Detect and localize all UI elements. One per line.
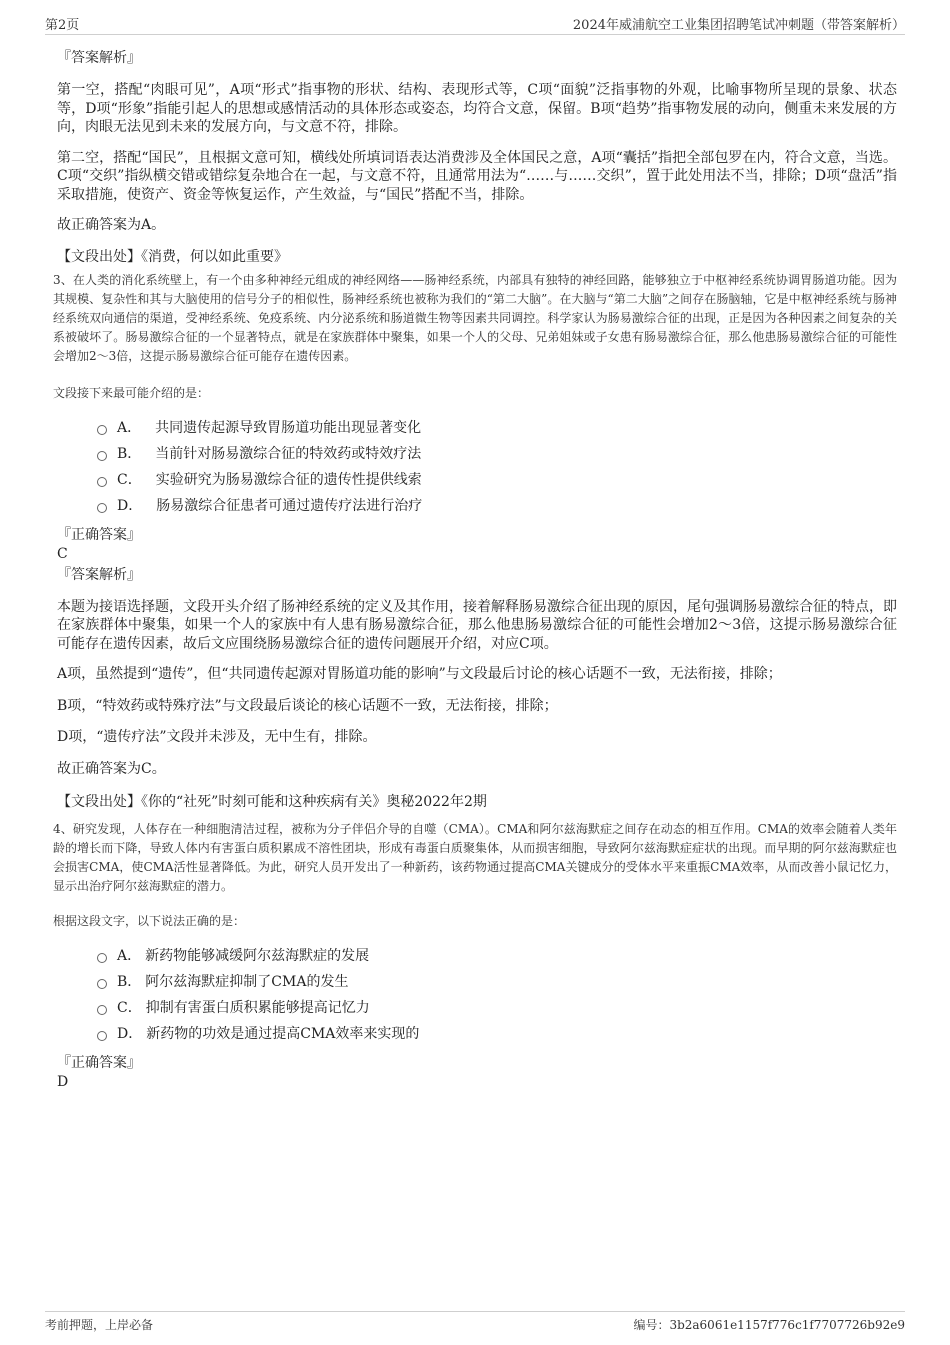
page-footer	[45, 1311, 905, 1334]
prev-analysis-conclusion: 故正确答案为A。	[57, 217, 166, 233]
question-3-analysis-a: A项，虽然提到“遗传”，但“共同遗传起源对胃肠道功能的影响”与文段最后讨论的核心话题不一致，无法衔接，排除；	[57, 666, 782, 682]
radio-icon[interactable]	[97, 503, 107, 513]
prev-source: 【文段出处】《消费，何以如此重要》	[57, 248, 288, 265]
radio-icon[interactable]	[97, 1031, 107, 1041]
radio-icon[interactable]	[97, 1005, 107, 1015]
question-3-source: 【文段出处】《你的“社死”时刻可能和这种疾病有关》奥秘2022年2期	[57, 794, 487, 810]
option-3-a[interactable]: A． 共同遗传起源导致胃肠道功能出现显著变化	[97, 415, 897, 441]
question-3-prompt: 文段接下来最可能介绍的是：	[53, 385, 210, 400]
option-4-b[interactable]: B． 阿尔兹海默症抑制了CMA的发生	[97, 969, 897, 995]
option-4-a[interactable]: A． 新药物能够减缓阿尔兹海默症的发展	[97, 943, 897, 969]
option-4-d[interactable]: D． 新药物的功效是通过提高CMA效率来实现的	[97, 1021, 897, 1047]
question-3-options	[57, 415, 897, 519]
prev-analysis-para-1: 第一空，搭配“肉眼可见”，A项“形式”指事物的形状、结构、表现形式等，C项“面貌”泛指事物的外观，比喻事物所呈现的景象、状态等，D项“形象”指能引起人的思想或感情活动的具体形态或姿态，均符合文意，保留。B项“趋势”指事物发展的动向，侧重未来发展的方向，肉眼无法见到未来的发展方向，与文意不符，排除。	[57, 82, 897, 135]
question-3-analysis-para-1: 本题为接语选择题，文段开头介绍了肠神经系统的定义及其作用，接着解释肠易激综合征出现的原因，尾句强调肠易激综合征的特点，即在家族群体中聚集，如果一个人的家族中有人患有肠易激综合征，那么他患肠易激综合征的可能性会增加2～3倍，这提示肠易激综合征可能存在遗传因素，故后文应围绕肠易激综合征的遗传问题展开介绍，对应C项。	[57, 598, 897, 652]
question-3-analysis-b: B项，“特效药或特殊疗法”与文段最后谈论的核心话题不一致，无法衔接，排除；	[57, 697, 558, 714]
option-3-d[interactable]: D． 肠易激综合征患者可通过遗传疗法进行治疗	[97, 493, 897, 519]
question-3-answer-label: 『正确答案』	[57, 526, 141, 543]
question-3-analysis-label: 『答案解析』	[57, 566, 141, 583]
question-3-answer: C	[57, 545, 68, 562]
radio-icon[interactable]	[97, 953, 107, 963]
document-title: 2024年威浦航空工业集团招聘笔试冲刺题（带答案解析）	[572, 18, 905, 33]
prev-analysis-label: 『答案解析』	[57, 50, 141, 66]
radio-icon[interactable]	[97, 979, 107, 989]
radio-icon[interactable]	[97, 451, 107, 461]
option-3-b[interactable]: B． 当前针对肠易激综合征的特效药或特效疗法	[97, 441, 897, 467]
radio-icon[interactable]	[97, 425, 107, 435]
footer-slogan: 考前押题，上岸必备	[45, 1318, 154, 1332]
question-4-text: 4、研究发现，人体存在一种细胞清洁过程，被称为分子伴侣介导的自噬（CMA）。CMA和阿尔兹海默症之间存在动态的相互作用。CMA的效率会随着人类年龄的增长而下降，导致人体内有害蛋白质积累成不溶性团块，形成有毒蛋白质聚集体，从而损害细胞，导致阿尔兹海默症症状的出现。而早期的阿尔兹海默症也会损害CMA，使CMA活性显著降低。为此，研究人员开发出了一种新药，该药物通过提高CMA关键成分的受体水平来重振CMA效率，从而改善小鼠记忆力，显示出治疗阿尔兹海默症的潜力。	[53, 822, 897, 893]
radio-icon[interactable]	[97, 477, 107, 487]
document-id: 编号：3b2a6061e1157f776c1f7707726b92e9	[633, 1318, 905, 1332]
question-4-answer-label: 『正确答案』	[57, 1055, 141, 1071]
page-number: 第2页	[45, 18, 80, 33]
question-4-prompt: 根据这段文字，以下说法正确的是：	[53, 914, 246, 928]
page-header	[45, 14, 905, 35]
prev-analysis-para-2: 第二空，搭配“国民”，且根据文意可知，横线处所填词语表达消费涉及全体国民之意，A项“囊括”指把全部包罗在内，符合文意，当选。C项“交织”指纵横交错或错综复杂地合在一起，与文意不符，且通常用法为“……与……交织”，置于此处用法不当，排除；D项“盘活”指采取措施，使资产、资金等恢复运作，产生效益，与“国民”搭配不当，排除。	[57, 149, 897, 203]
option-4-c[interactable]: C． 抑制有害蛋白质积累能够提高记忆力	[97, 995, 897, 1021]
question-3-conclusion: 故正确答案为C。	[57, 760, 166, 777]
question-4-options	[57, 943, 897, 1047]
page-content	[53, 46, 897, 1091]
option-3-c[interactable]: C． 实验研究为肠易激综合征的遗传性提供线索	[97, 467, 897, 493]
question-3-analysis-d: D项，“遗传疗法”文段并未涉及，无中生有，排除。	[57, 729, 377, 745]
question-4-answer: D	[57, 1074, 69, 1090]
question-3-text: 3、在人类的消化系统壁上，有一个由多种神经元组成的神经网络——肠神经系统，内部具有独特的神经回路，能够独立于中枢神经系统协调胃肠道功能。因为其规模、复杂性和其与大脑使用的信号分子的相似性，肠神经系统也被称为我们的“第二大脑”。在大脑与“第二大脑”之间存在肠脑轴，它是中枢神经系统与肠神经系统双向通信的渠道，受神经系统、免疫系统、内分泌系统和肠道微生物等因素共同调控。科学家认为肠易激综合征的出现，正是因为各种因素之间复杂的关系被破坏了。肠易激综合征的一个显著特点，就是在家族群体中聚集，如果一个人的父母、兄弟姐妹或子女患有肠易激综合征，那么他患肠易激综合征的可能性会增加2～3倍，这提示肠易激综合征可能存在遗传因素。	[53, 272, 897, 363]
